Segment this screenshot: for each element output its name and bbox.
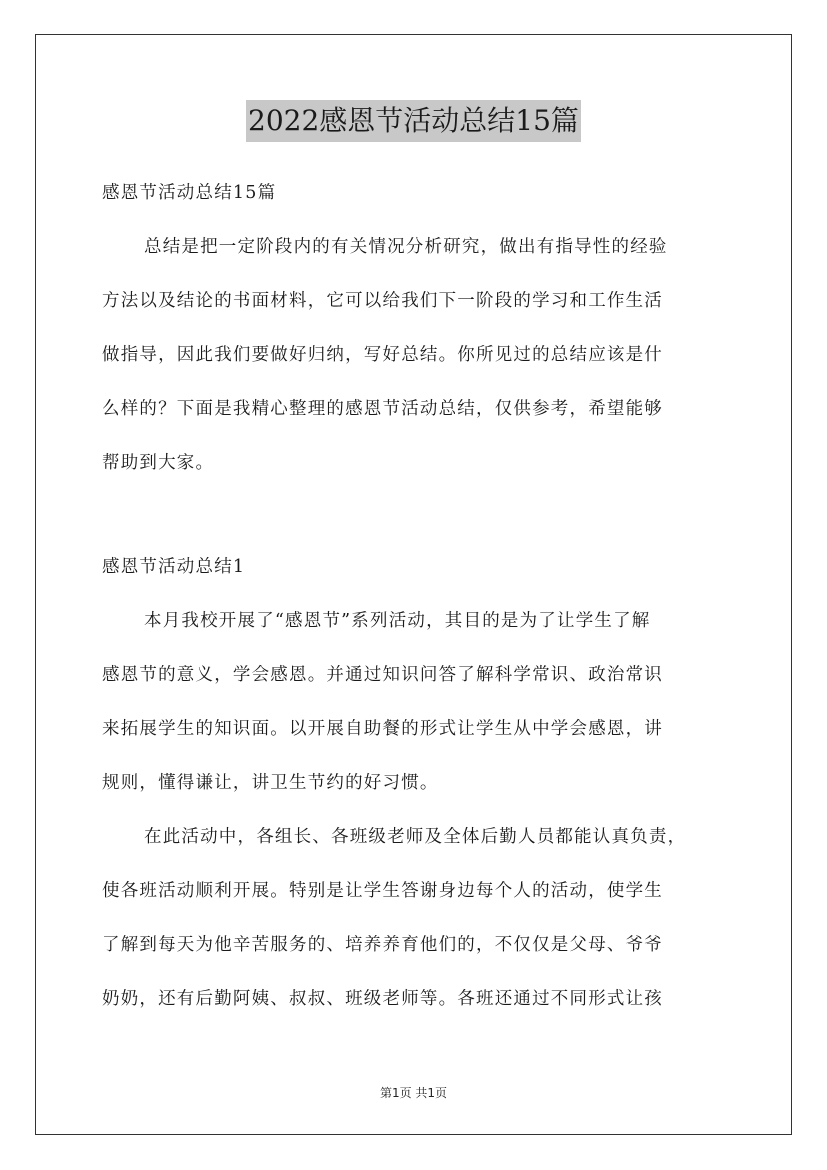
intro-line: 么样的？下面是我精心整理的感恩节活动总结，仅供参考，希望能够 bbox=[102, 399, 663, 419]
paragraph-line: 本月我校开展了“感恩节”系列活动，其目的是为了让学生了解 bbox=[144, 611, 651, 631]
paragraph-line: 了解到每天为他辛苦服务的、培养养育他们的，不仅仅是父母、爷爷 bbox=[102, 935, 663, 955]
paragraph-gap bbox=[102, 496, 730, 546]
intro-line: 总结是把一定阶段内的有关情况分析研究，做出有指导性的经验 bbox=[144, 237, 668, 257]
title-text: 2022感恩节活动总结15篇 bbox=[246, 100, 581, 142]
paragraph-line: 规则，懂得谦让，讲卫生节约的好习惯。 bbox=[102, 773, 439, 793]
paragraph-line: 使各班活动顺利开展。特别是让学生答谢身边每个人的活动，使学生 bbox=[102, 881, 663, 901]
document-title bbox=[0, 100, 827, 142]
intro-line: 方法以及结论的书面材料，它可以给我们下一阶段的学习和工作生活 bbox=[102, 291, 663, 311]
intro-line: 做指导，因此我们要做好归纳，写好总结。你所见过的总结应该是什 bbox=[102, 345, 663, 365]
section-heading: 感恩节活动总结1 bbox=[102, 557, 246, 577]
paragraph-line: 感恩节的意义，学会感恩。并通过知识问答了解科学常识、政治常识 bbox=[102, 665, 663, 685]
paragraph-line: 奶奶，还有后勤阿姨、叔叔、班级老师等。各班还通过不同形式让孩 bbox=[102, 989, 663, 1009]
intro-line: 帮助到大家。 bbox=[102, 453, 215, 473]
paragraph-line: 来拓展学生的知识面。以开展自助餐的形式让学生从中学会感恩，讲 bbox=[102, 719, 663, 739]
document-body bbox=[102, 172, 730, 1032]
paragraph-line: 在此活动中，各组长、各班级老师及全体后勤人员都能认真负责， bbox=[144, 827, 687, 847]
subtitle: 感恩节活动总结15篇 bbox=[102, 183, 277, 203]
page-footer: 第1页 共1页 bbox=[379, 1086, 448, 1100]
